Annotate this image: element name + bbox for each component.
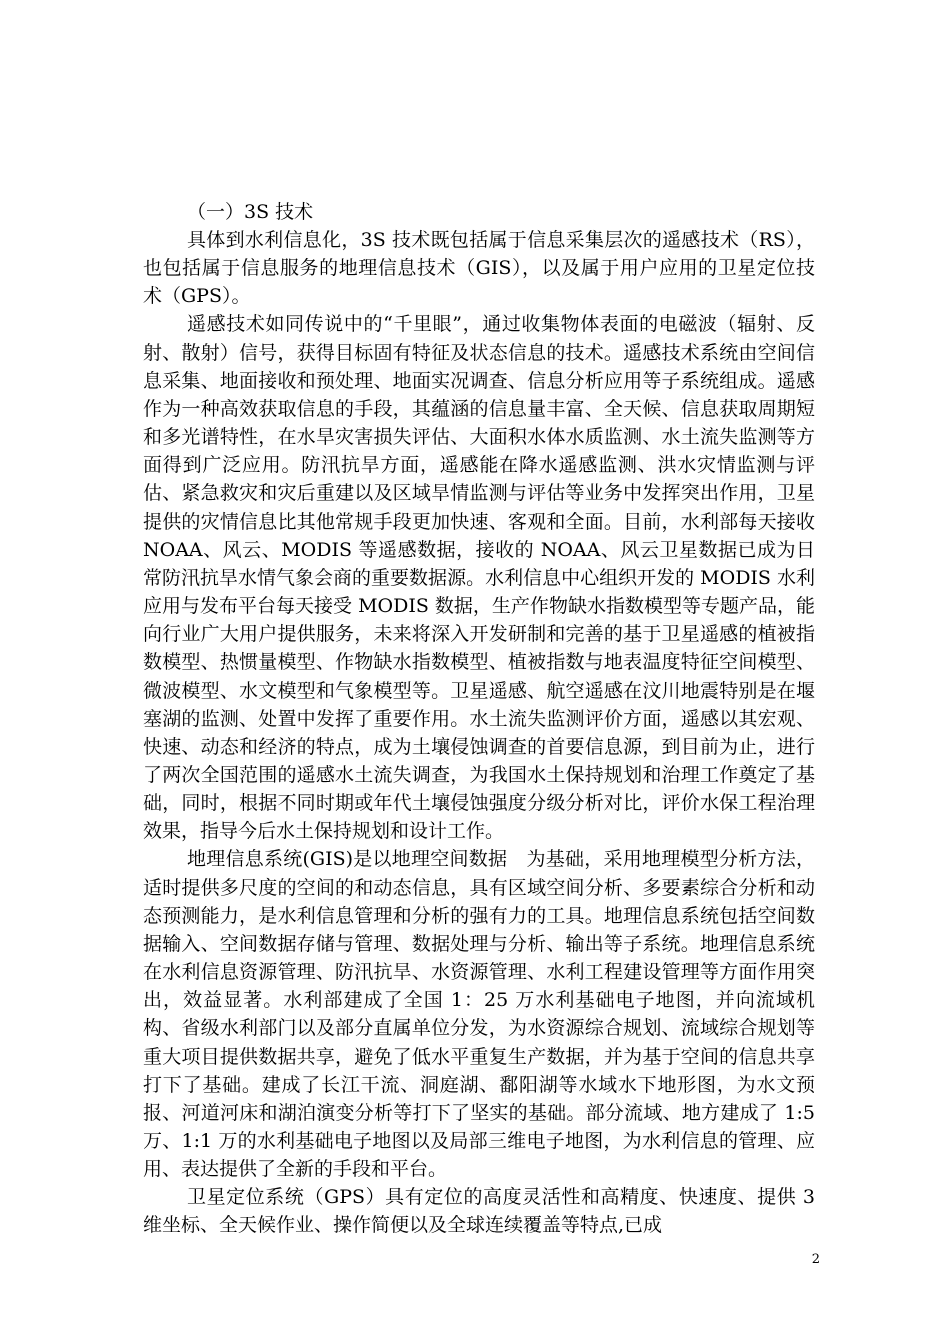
paragraph-gps: 卫星定位系统（GPS）具有定位的高度灵活性和高精度、快速度、提供 3 维坐标、全天候作业、操作简便以及全球连续覆盖等特点,已成 bbox=[143, 1186, 815, 1237]
section-heading: （一）3S 技术 bbox=[187, 201, 314, 223]
document-body bbox=[143, 198, 815, 1240]
paragraph-gis: 地理信息系统(GIS)是以地理空间数据 为基础，采用地理模型分析方法，适时提供多尺度的空间的和动态信息，具有区域空间分析、多要素综合分析和动态预测能力，是水利信息管理和分析的强有力的工具。地理信息系统包括空间数据输入、空间数据存储与管理、数据处理与分析、输出等子系统。地理信息系统在水利信息资源管理、防汛抗旱、水资源管理、水利工程建设管理等方面作用突出，效益显著。水利部建成了全国 1：25 万水利基础电子地图，并向流域机构、省级水利部门以及部分直属单位分发，为水资源综合规划、流域综合规划等重大项目提供数据共享，避免了低水平重复生产数据，并为基于空间的信息共享打下了基础。建成了长江干流、洞庭湖、鄱阳湖等水域水下地形图，为水文预报、河道河床和湖泊演变分析等打下了坚实的基础。部分流域、地方建成了 1:5 万、1:1 万的水利基础电子地图以及局部三维电子地图，为水利信息的管理、应用、表达提供了全新的手段和平台。 bbox=[143, 848, 815, 1181]
paragraph-3s-overview: 具体到水利信息化，3S 技术既包括属于信息采集层次的遥感技术（RS），也包括属于信息服务的地理信息技术（GIS），以及属于用户应用的卫星定位技术（GPS）。 bbox=[143, 229, 815, 308]
paragraph-remote-sensing: 遥感技术如同传说中的“千里眼”，通过收集物体表面的电磁波（辐射、反射、散射）信号，获得目标固有特征及状态信息的技术。遥感技术系统由空间信息采集、地面接收和预处理、地面实况调查、信息分析应用等子系统组成。遥感作为一种高效获取信息的手段，其蕴涵的信息量丰富、全天候、信息获取周期短和多光谱特性，在水旱灾害损失评估、大面积水体水质监测、水土流失监测等方面得到广泛应用。防汛抗旱方面，遥感能在降水遥感监测、洪水灾情监测与评估、紧急救灾和灾后重建以及区域旱情监测与评估等业务中发挥突出作用，卫星提供的灾情信息比其他常规手段更加快速、客观和全面。目前，水利部每天接收 NOAA、风云、MODIS 等遥感数据，接收的 NOAA、风云卫星数据已成为日常防汛抗旱水情气象会商的重要数据源。水利信息中心组织开发的 MODIS 水利应用与发布平台每天接受 MODIS 数据，生产作物缺水指数模型等专题产品，能向行业广大用户提供服务，未来将深入开发研制和完善的基于卫星遥感的植被指数模型、热惯量模型、作物缺水指数模型、植被指数与地表温度特征空间模型、微波模型、水文模型和气象模型等。卫星遥感、航空遥感在汶川地震特别是在堰塞湖的监测、处置中发挥了重要作用。水土流失监测评价方面，遥感以其宏观、快速、动态和经济的特点，成为土壤侵蚀调查的首要信息源，到目前为止，进行了两次全国范围的遥感水土流失调查，为我国水土保持规划和治理工作奠定了基础，同时，根据不同时期或年代土壤侵蚀强度分级分析对比，评价水保工程治理效果，指导今后水土保持规划和设计工作。 bbox=[143, 313, 815, 843]
page-number: 2 bbox=[811, 1252, 820, 1267]
